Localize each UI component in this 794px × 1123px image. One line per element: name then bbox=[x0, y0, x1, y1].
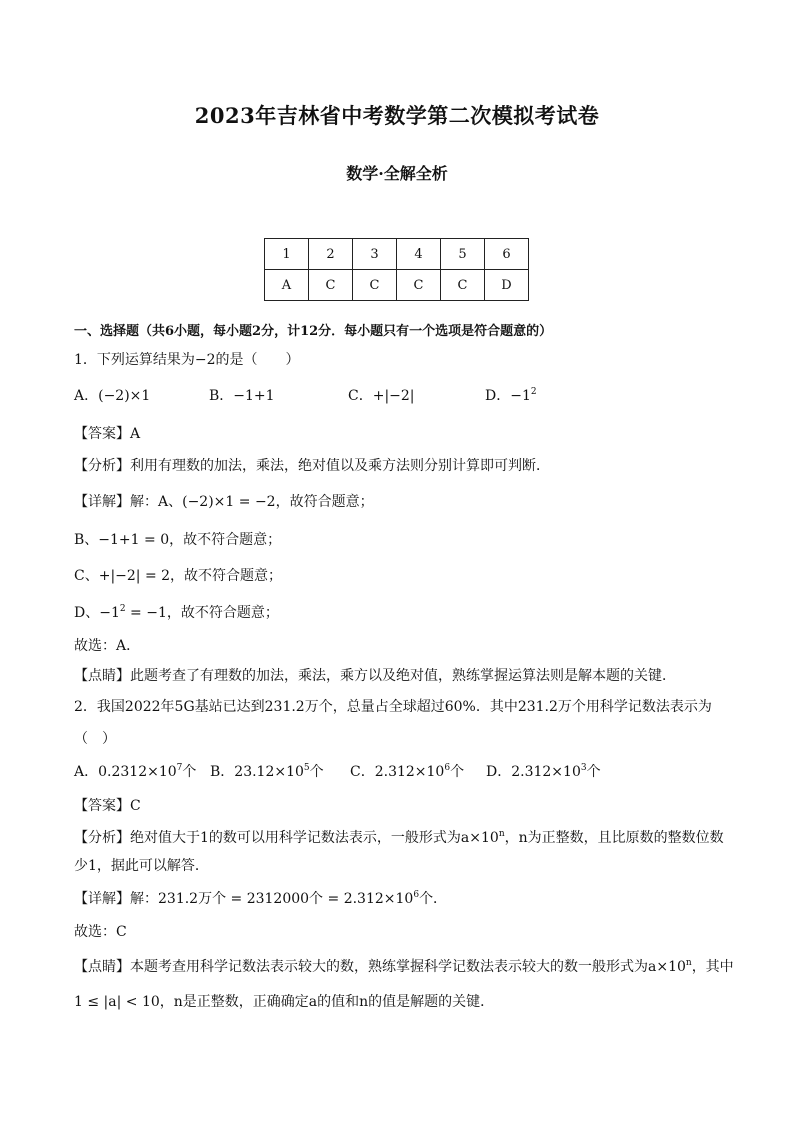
option-d: D．$2.312\times 10^3$个 bbox=[486, 763, 601, 780]
answer-table-answers-row bbox=[265, 270, 529, 301]
question-1-analysis: 【分析】利用有理数的加法，乘法，绝对值以及乘方法则分别计算即可判断． bbox=[74, 458, 550, 474]
page-subtitle: 数学·全解全析 bbox=[346, 164, 448, 183]
question-2-choose: 故选：C bbox=[74, 924, 127, 940]
table-cell: 1 bbox=[265, 239, 309, 270]
option-c: C．+|−2| bbox=[348, 388, 415, 404]
table-cell: C bbox=[309, 270, 353, 301]
table-cell: C bbox=[397, 270, 441, 301]
question-2-detail: 【详解】解：231.2万个 = 2312000个 = $2.312\times 10^6$个． bbox=[74, 890, 448, 907]
answer-table bbox=[264, 238, 529, 301]
question-1-detail-b: B、−1+1 = 0，故不符合题意； bbox=[74, 532, 282, 548]
table-cell: 3 bbox=[353, 239, 397, 270]
option-d: D．$-1^2$ bbox=[485, 387, 537, 404]
option-a: A．(−2)×1 bbox=[74, 388, 151, 404]
table-cell: C bbox=[441, 270, 485, 301]
question-1-detail-c: C、+|−2| = 2，故不符合题意； bbox=[74, 568, 283, 584]
table-cell: 5 bbox=[441, 239, 485, 270]
question-2-answer: 【答案】C bbox=[74, 798, 141, 814]
option-b: B．$23.12\times 10^5$个 bbox=[210, 763, 324, 780]
option-b: B．−1+1 bbox=[209, 388, 275, 404]
question-1-options bbox=[74, 386, 724, 406]
question-2-stem: 2．我国2022年5G基站已达到231.2万个，总量占全球超过60%．其中231.2万个用科学记数法表示为 bbox=[74, 699, 712, 715]
question-1-choose: 故选：A． bbox=[74, 638, 141, 654]
question-1-detail-d: D、$-1^2 = -1$，故不符合题意； bbox=[74, 604, 279, 621]
question-1-comment: 【点睛】此题考查了有理数的加法，乘法，乘方以及绝对值，熟练掌握运算法则是解本题的关键． bbox=[74, 668, 676, 684]
question-2-analysis: 【分析】绝对值大于1的数可以用科学记数法表示，一般形式为$a\times 10^n$，n为正整数，且比原数的整数位数 bbox=[74, 829, 724, 846]
question-1-stem: 1．下列运算结果为−2的是（ ） bbox=[74, 352, 300, 368]
page-title: 2023年吉林省中考数学第二次模拟考试卷 bbox=[194, 103, 600, 128]
question-1-detail-a: 【详解】解：A、(−2)×1 = −2，故符合题意； bbox=[74, 494, 374, 510]
table-cell: 6 bbox=[485, 239, 529, 270]
option-a: A．$0.2312\times 10^7$个 bbox=[74, 763, 197, 780]
question-1-answer: 【答案】A bbox=[74, 426, 141, 442]
table-cell: 2 bbox=[309, 239, 353, 270]
table-cell: D bbox=[485, 270, 529, 301]
question-2-comment: 【点睛】本题考查用科学记数法表示较大的数，熟练掌握科学记数法表示较大的数一般形式为$a\times 10^n$，其中 bbox=[74, 958, 734, 975]
question-2-stem-line2: （ ） bbox=[74, 731, 116, 747]
table-cell: A bbox=[265, 270, 309, 301]
answer-table-numbers-row bbox=[265, 239, 529, 270]
question-2-options bbox=[74, 762, 724, 782]
question-2-comment-line2: 1 ≤ |a| < 10，n是正整数，正确确定a的值和n的值是解题的关键． bbox=[74, 994, 495, 1010]
table-cell: C bbox=[353, 270, 397, 301]
question-2-analysis-line2: 少1，据此可以解答． bbox=[74, 858, 209, 874]
table-cell: 4 bbox=[397, 239, 441, 270]
option-c: C．$2.312\times 10^6$个 bbox=[350, 763, 465, 780]
section-heading: 一、选择题（共6小题，每小题2分，计12分．每小题只有一个选项是符合题意的） bbox=[74, 324, 553, 339]
